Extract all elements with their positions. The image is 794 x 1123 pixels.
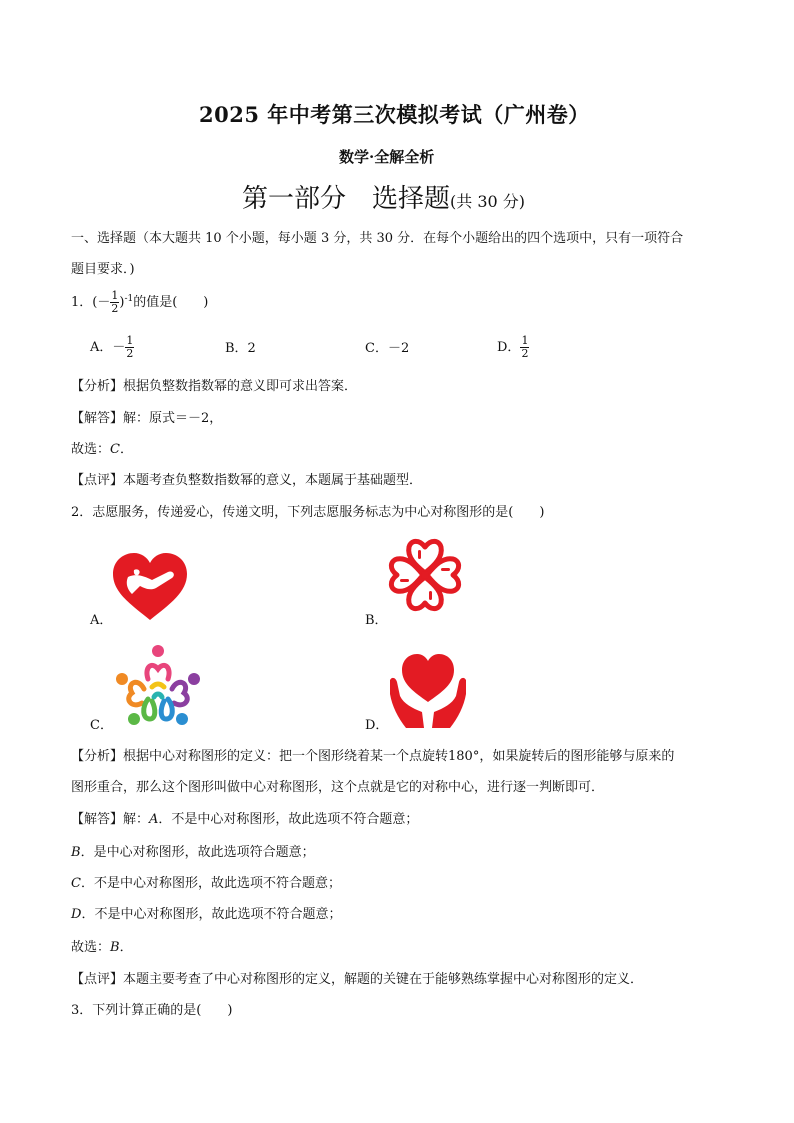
q1-option-d-fraction	[520, 335, 529, 360]
q1-option-c: C．－2	[365, 341, 410, 356]
q3-stem: 3．下列计算正确的是( )	[71, 1003, 233, 1018]
q2-logo-b-four-hearts-icon	[385, 535, 465, 615]
q2-answer-d-text: ．不是中心对称图形，故此选项不符合题意；	[81, 907, 342, 922]
q2-stem: 2．志愿服务，传递爱心，传递文明，下列志愿服务标志为中心对称图形的是( )	[71, 505, 545, 520]
q1-number: 1．	[71, 295, 93, 311]
q2-answer-prefix: 解：	[123, 812, 150, 827]
q1-option-a-numerator: 1	[126, 334, 134, 347]
q2-analysis-line1	[71, 750, 674, 763]
q1-expr-open: (－	[92, 295, 111, 311]
q2-option-a-label: A．	[90, 613, 113, 628]
q1-expr-denominator: 2	[111, 302, 119, 316]
q2-answer-c-letter: C	[71, 876, 81, 891]
q1-expr-exponent: -1	[124, 293, 134, 304]
q2-choose-prefix: 故选：	[71, 940, 111, 955]
q1-stem	[71, 290, 208, 315]
q1-answer-tag: 【解答】	[71, 411, 124, 426]
part-heading	[242, 186, 525, 212]
q2-answer-c	[71, 877, 341, 890]
q2-analysis-text-1: 根据中心对称图形的定义：把一个图形绕着某一个点旋转180°，如果旋转后的图形能够与原来的	[123, 749, 675, 764]
q1-choose-letter: C	[110, 442, 120, 457]
part-heading-sub: (共 30 分)	[450, 192, 526, 211]
q2-comment-text: 本题主要考查了中心对称图形的定义，解题的关键在于能够熟练掌握中心对称图形的定义．	[123, 972, 644, 987]
q2-answer-a	[71, 813, 418, 826]
q2-logo-a-heart-hand-icon	[110, 550, 190, 622]
q1-choose-prefix: 故选：	[71, 442, 111, 457]
q1-option-a-denominator: 2	[126, 347, 134, 361]
q1-option-a-label: A．－	[90, 340, 126, 356]
q1-answer	[71, 412, 222, 425]
q1-expr-tail: 的值是( )	[133, 295, 209, 311]
q2-comment	[71, 973, 643, 986]
section-intro-line1: 一、选择题（本大题共 10 个小题，每小题 3 分，共 30 分．在每个小题给出的四个选项中，只有一项符合	[71, 231, 684, 246]
q2-choose-letter: B	[110, 940, 120, 955]
q1-comment	[71, 474, 422, 487]
q1-comment-tag: 【点评】	[71, 473, 124, 488]
q1-option-d	[497, 335, 529, 360]
page-subtitle: 数学·全解全析	[339, 148, 435, 166]
page-title: 2025 年中考第三次模拟考试（广州卷）	[199, 102, 590, 127]
q2-option-b-label: B．	[365, 613, 388, 628]
q1-expr-fraction	[110, 290, 119, 315]
q2-answer-tag: 【解答】	[71, 812, 124, 827]
q1-choose	[71, 443, 133, 456]
q2-answer-b-letter: B	[71, 845, 81, 860]
part-heading-main: 第一部分 选择题	[242, 184, 451, 214]
q2-comment-tag: 【点评】	[71, 972, 124, 987]
q1-analysis	[71, 380, 357, 393]
q2-analysis-line2: 图形重合，那么这个图形叫做中心对称图形，这个点就是它的对称中心，进行逐一判断即可．	[71, 780, 605, 795]
q1-option-d-denominator: 2	[521, 347, 529, 361]
q1-option-d-numerator: 1	[521, 334, 529, 347]
q2-answer-a-letter: A	[149, 812, 159, 827]
q2-choose-suffix: ．	[119, 940, 133, 955]
q2-answer-b	[71, 846, 315, 859]
q2-logo-d-heart-in-hands-icon	[386, 650, 470, 730]
q2-analysis-tag: 【分析】	[71, 749, 124, 764]
q2-option-c-label: C．	[90, 718, 113, 733]
q2-answer-c-text: ．不是中心对称图形，故此选项不符合题意；	[80, 876, 341, 891]
q1-analysis-text: 根据负整数指数幂的意义即可求出答案．	[123, 379, 358, 394]
q2-answer-b-text: ．是中心对称图形，故此选项符合题意；	[80, 845, 315, 860]
q1-expr-close: )	[119, 295, 125, 311]
q2-answer-d-letter: D	[71, 907, 82, 922]
q1-choose-suffix: ．	[119, 442, 133, 457]
q1-option-a	[90, 335, 134, 360]
q2-answer-a-text: ．不是中心对称图形，故此选项不符合题意；	[158, 812, 419, 827]
q2-answer-d	[71, 908, 341, 921]
q1-option-d-label: D．	[497, 340, 521, 356]
q1-option-a-fraction	[125, 335, 134, 360]
q1-expr-numerator: 1	[111, 289, 119, 302]
q2-logo-c-colorful-hearts-icon	[112, 643, 204, 727]
q2-choose	[71, 941, 133, 954]
q1-option-b: B．2	[225, 341, 256, 356]
q1-analysis-tag: 【分析】	[71, 379, 124, 394]
section-intro-line2: 题目要求．)	[71, 262, 135, 277]
q1-answer-text: 解：原式＝－2，	[123, 411, 223, 426]
q1-comment-text: 本题考查负整数指数幂的意义，本题属于基础题型．	[123, 473, 423, 488]
q2-option-d-label: D．	[365, 718, 389, 733]
